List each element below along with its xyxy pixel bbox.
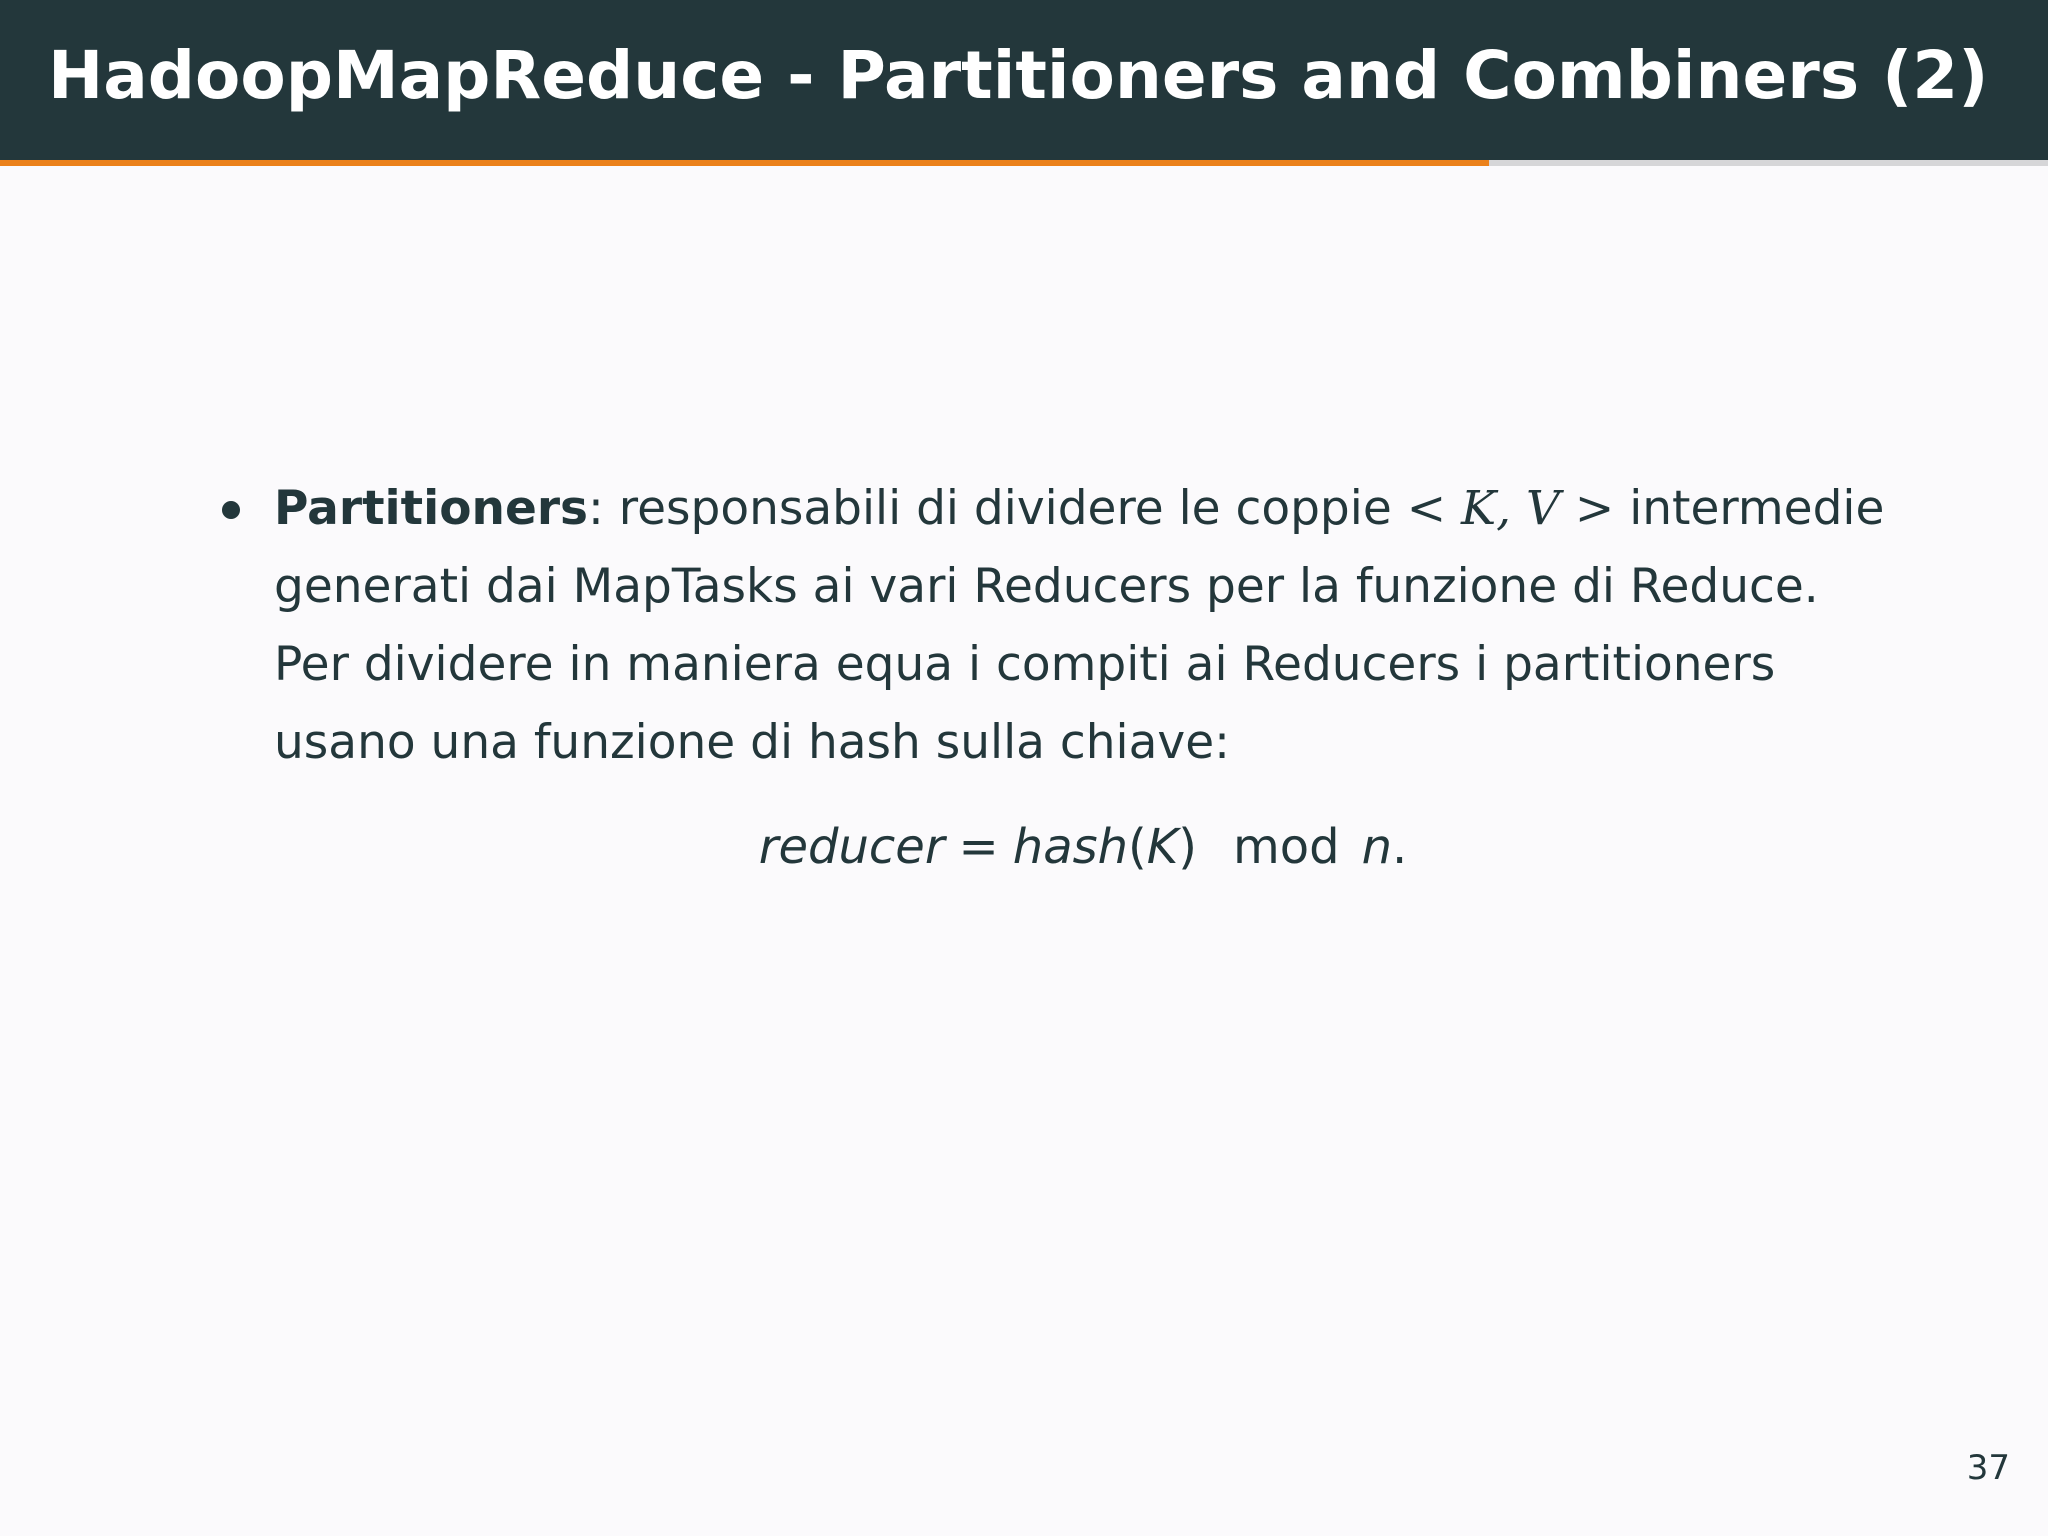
bullet-text-a: : responsabili di dividere le coppie: [588, 481, 1407, 536]
formula-end: .: [1392, 819, 1408, 875]
formula-arg: K: [1146, 819, 1179, 875]
formula-func: hash: [1012, 819, 1129, 875]
slide-content: [212, 470, 1892, 886]
bullet-item-partitioners: [212, 470, 1892, 886]
formula-arg-open: (: [1128, 819, 1147, 875]
formula-n: n: [1361, 819, 1392, 875]
bullet-text-b: intermedie generati dai MapTasks ai vari Reducers per la funzione di Reduce. Per dividere in maniera equa i compiti ai Reducers i partitioners usano una funzione di hash sulla chiave:: [274, 481, 1885, 770]
hash-formula: [274, 808, 1892, 886]
formula-mod: mod: [1232, 819, 1340, 875]
slide-header: [0, 0, 2048, 160]
formula-equals: =: [958, 819, 999, 875]
page-number: 37: [1966, 1448, 2010, 1488]
progress-bar-fill: [0, 160, 1489, 166]
formula-lhs: reducer: [758, 819, 945, 875]
bullet-term: Partitioners: [274, 481, 589, 536]
progress-bar: [0, 160, 2048, 166]
bullet-math-pair: < K, V >: [1406, 481, 1615, 536]
formula-arg-close: ): [1178, 819, 1197, 875]
slide-title: HadoopMapReduce - Partitioners and Combiners (2): [48, 37, 1989, 114]
bullet-dot-icon: [222, 501, 240, 519]
